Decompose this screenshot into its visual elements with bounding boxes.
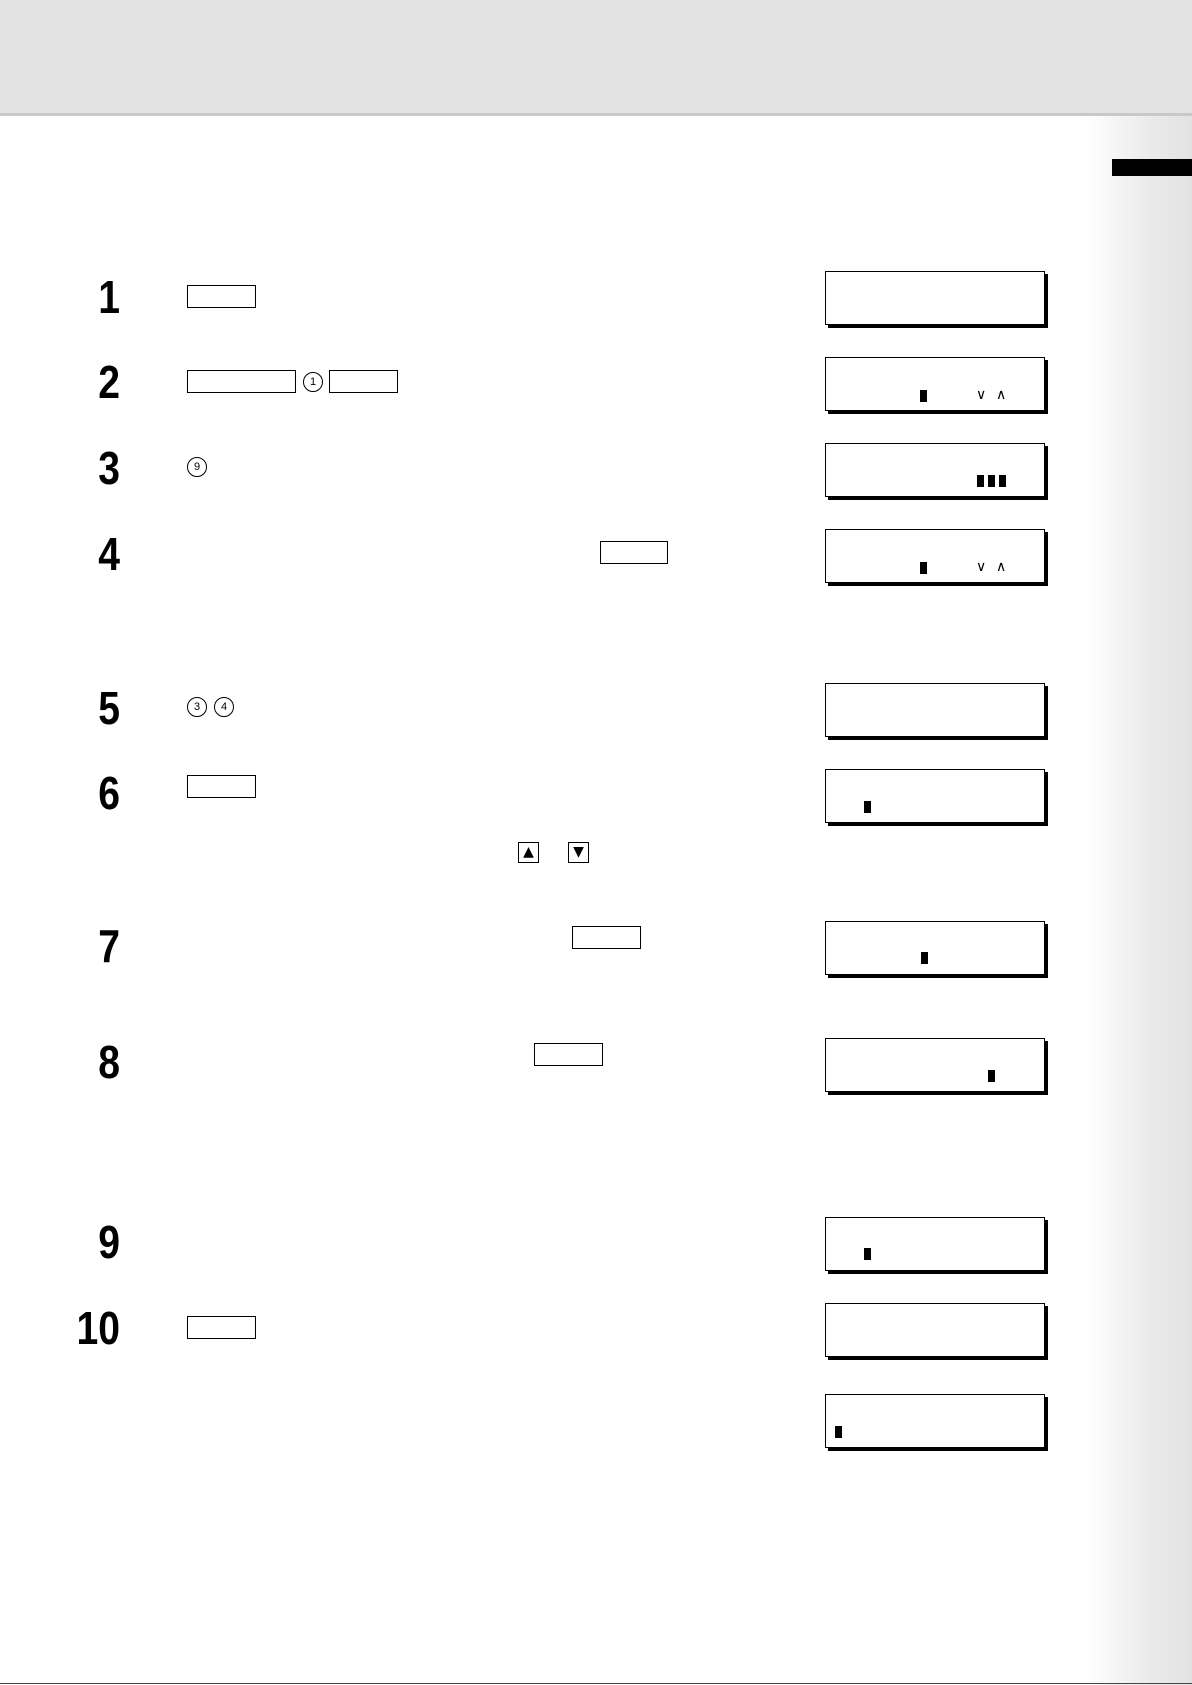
lcd-cursor xyxy=(920,390,927,402)
step-number: 5 xyxy=(98,682,120,734)
lcd-display xyxy=(825,357,1045,411)
lcd-cursor xyxy=(999,475,1006,487)
lcd-cursor xyxy=(988,1070,995,1082)
lcd-down-symbol: ∨ xyxy=(976,387,987,403)
key-button xyxy=(572,926,641,949)
lcd-display xyxy=(825,1303,1045,1357)
key-button xyxy=(187,370,296,393)
lcd-up-symbol: ∧ xyxy=(996,559,1007,575)
page-header xyxy=(0,0,1192,116)
key-button xyxy=(534,1043,603,1066)
lcd-cursor xyxy=(835,1426,842,1438)
dial-key: 1 xyxy=(303,372,323,392)
side-thumb-strip xyxy=(1086,116,1192,1685)
step-number: 10 xyxy=(76,1302,120,1354)
lcd-cursor xyxy=(977,475,984,487)
lcd-down-symbol: ∨ xyxy=(976,559,987,575)
key-button xyxy=(187,1316,256,1339)
lcd-cursor xyxy=(920,562,927,574)
lcd-display xyxy=(825,1038,1045,1092)
step-number: 8 xyxy=(98,1036,120,1088)
lcd-cursor xyxy=(864,1248,871,1260)
step-number: 4 xyxy=(98,528,120,580)
dial-key: 4 xyxy=(214,697,234,717)
footer-rule xyxy=(0,1683,1192,1684)
lcd-display xyxy=(825,683,1045,737)
step-number: 1 xyxy=(98,271,120,323)
dial-key: 9 xyxy=(187,457,207,477)
step-number: 3 xyxy=(98,442,120,494)
key-button xyxy=(600,541,668,564)
step-number: 9 xyxy=(98,1216,120,1268)
lcd-display xyxy=(825,769,1045,823)
lcd-display xyxy=(825,529,1045,583)
lcd-up-symbol: ∧ xyxy=(996,387,1007,403)
lcd-cursor xyxy=(921,952,928,964)
lcd-display xyxy=(825,271,1045,325)
step-number: 7 xyxy=(98,920,120,972)
lcd-display xyxy=(825,1394,1045,1448)
lcd-display xyxy=(825,1217,1045,1271)
lcd-display xyxy=(825,921,1045,975)
key-button xyxy=(187,775,256,798)
lcd-cursor xyxy=(988,475,995,487)
key-button xyxy=(187,285,256,308)
key-button xyxy=(329,370,398,393)
chapter-tab xyxy=(1112,159,1192,176)
step-number: 6 xyxy=(98,767,120,819)
lcd-display xyxy=(825,443,1045,497)
step-number: 2 xyxy=(98,356,120,408)
up-triangle-icon: ▲ xyxy=(518,842,539,863)
down-triangle-icon: ▼ xyxy=(568,842,589,863)
dial-key: 3 xyxy=(187,697,207,717)
lcd-cursor xyxy=(864,801,871,813)
